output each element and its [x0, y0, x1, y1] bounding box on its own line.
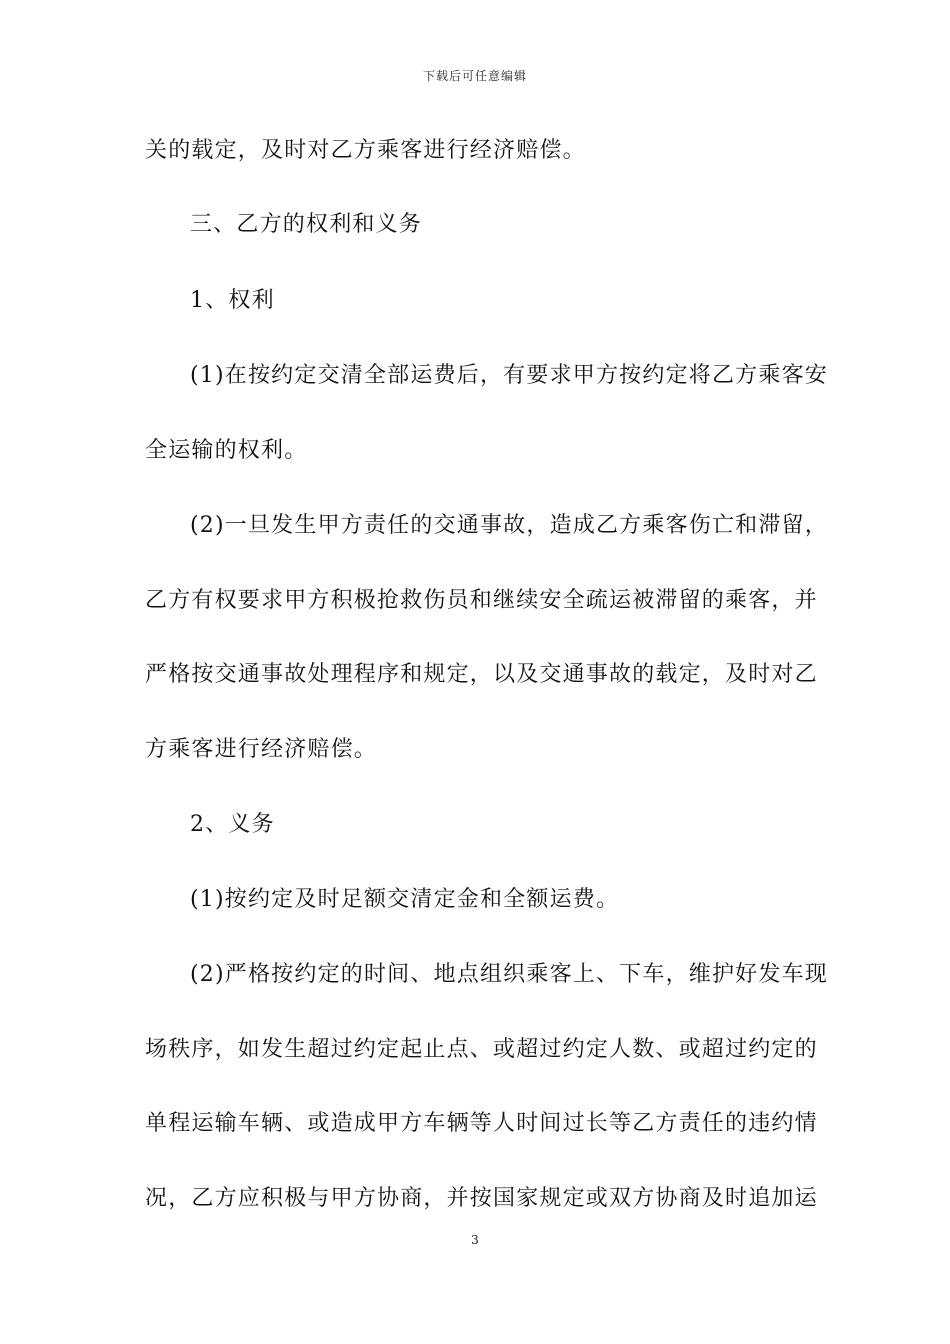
section-heading: 三、乙方的权利和义务 — [190, 212, 423, 237]
paragraph-line: (2)一旦发生甲方责任的交通事故，造成乙方乘客伤亡和滞留， — [190, 513, 828, 538]
paragraph-line: (1)在按约定交清全部运费后，有要求甲方按约定将乙方乘客安 — [190, 363, 828, 388]
paragraph-line: 单程运输车辆、或造成甲方车辆等人时间过长等乙方责任的违约情 — [145, 1111, 818, 1136]
subsection-heading-rights: 1、权利 — [190, 288, 275, 313]
paragraph-line: 严格按交通事故处理程序和规定，以及交通事故的载定，及时对乙 — [145, 662, 818, 687]
subsection-heading-duties: 2、义务 — [190, 812, 275, 837]
paragraph-line: 乙方有权要求甲方积极抢救伤员和继续安全疏运被滞留的乘客，并 — [145, 588, 818, 613]
paragraph-line: (2)严格按约定的时间、地点组织乘客上、下车，维护好发车现 — [190, 962, 828, 987]
page-number: 3 — [471, 1233, 479, 1247]
paragraph-line: 全运输的权利。 — [145, 438, 308, 463]
page-header: 下载后可任意编辑 — [422, 69, 527, 83]
paragraph-line: 关的载定，及时对乙方乘客进行经济赔偿。 — [145, 138, 586, 163]
paragraph-line: 况，乙方应积极与甲方协商，并按国家规定或双方协商及时追加运 — [145, 1186, 818, 1211]
paragraph-line: 方乘客进行经济赔偿。 — [145, 737, 378, 762]
paragraph-line: 场秩序，如发生超过约定起止点、或超过约定人数、或超过约定的 — [145, 1037, 818, 1062]
paragraph-line: (1)按约定及时足额交清定金和全额运费。 — [190, 887, 620, 912]
